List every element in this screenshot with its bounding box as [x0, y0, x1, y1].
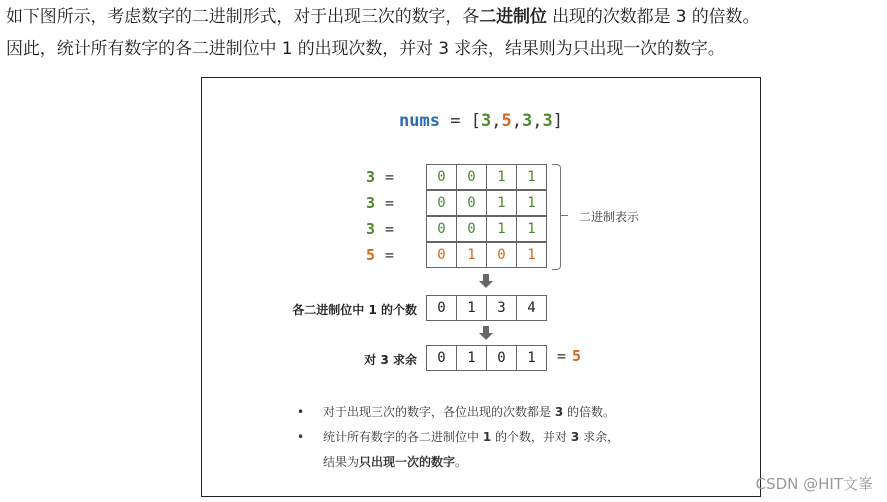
bit-cell: 0: [457, 164, 487, 190]
bullet-item: • 统计所有数字的各二进制位中 1 的个数，并对 3 求余，: [297, 425, 619, 450]
brace-tick: [560, 215, 568, 216]
row-label: [334, 194, 394, 212]
bit-cell: 1: [517, 242, 547, 268]
bullet-text: 统计所有数字的各二进制位中: [323, 430, 480, 444]
bit-cell: 0: [427, 190, 457, 216]
count-cell: 3: [487, 295, 517, 321]
bullet-text: 。: [455, 455, 468, 469]
count-cell: 1: [457, 295, 487, 321]
bit-cell: 1: [457, 242, 487, 268]
bit-cell: 1: [517, 216, 547, 242]
down-arrow-icon: [479, 274, 493, 288]
bit-cell: 1: [517, 164, 547, 190]
bit-cell: 1: [487, 216, 517, 242]
bullet-number: 3: [554, 405, 564, 419]
bit-cell: 1: [487, 164, 517, 190]
bullet-text: 对于出现三次的数字，各位出现的次数都是: [323, 405, 552, 419]
mod-row: [426, 345, 547, 371]
nums-eq: = [: [440, 111, 481, 131]
result-eq: =: [557, 347, 567, 365]
row-label: [334, 220, 394, 238]
bit-row: [426, 190, 547, 216]
row-eq: =: [384, 246, 394, 264]
bit-row: [426, 216, 547, 242]
count-cell: 4: [517, 295, 547, 321]
nums-value: 3: [521, 111, 533, 131]
row-number: 3: [365, 220, 375, 238]
count-cell: 0: [427, 295, 457, 321]
nums-value: 5: [501, 111, 512, 131]
row-number: 3: [365, 168, 375, 186]
nums-comma: ,: [532, 111, 543, 131]
bit-row: [426, 242, 547, 268]
intro-text-tail: 出现的次数都是 3 的倍数。: [552, 7, 760, 27]
binary-figure: [201, 77, 761, 497]
nums-array: [202, 111, 760, 131]
intro-line-2: 因此，统计所有数字的各二进制位中 1 的出现次数，并对 3 求余，结果则为只出现一次的数字。: [6, 39, 725, 59]
bullet-list: [297, 400, 619, 475]
count-row: [426, 295, 547, 321]
mod-label: 对 3 求余: [364, 353, 417, 367]
row-eq: =: [384, 194, 394, 212]
bullet-text: 结果为: [323, 455, 360, 469]
row-number: 3: [365, 194, 375, 212]
nums-value: 3: [480, 111, 492, 131]
mod-cell: 0: [427, 345, 457, 371]
intro-bold-text: 二进制位: [479, 7, 547, 27]
intro-line-1: [6, 5, 759, 29]
bullet-bold: 只出现一次的数字: [359, 455, 456, 469]
count-label: 各二进制位中 1 的个数: [292, 303, 417, 317]
bullet-item: • 对于出现三次的数字，各位出现的次数都是 3 的倍数。: [297, 400, 619, 425]
bullet-text: 求余，: [583, 430, 620, 444]
bullet-number: 3: [570, 430, 580, 444]
bit-cell: 1: [517, 190, 547, 216]
bit-cell: 0: [427, 242, 457, 268]
result-value: 5: [572, 347, 582, 365]
result: [557, 347, 581, 365]
down-arrow-icon: [479, 326, 493, 340]
intro-text: 如下图所示，考虑数字的二进制形式，对于出现三次的数字，各: [6, 7, 480, 27]
bit-cell: 1: [487, 190, 517, 216]
bit-cell: 0: [427, 164, 457, 190]
bullet-number: 1: [482, 430, 492, 444]
nums-value: 3: [542, 111, 553, 131]
mod-cell: 0: [487, 345, 517, 371]
watermark: CSDN @HIT文峯: [755, 475, 873, 493]
nums-label: nums: [399, 111, 440, 131]
bullet-text: 的倍数。: [567, 405, 616, 419]
bit-cell: 0: [487, 242, 517, 268]
brace-label: 二进制表示: [579, 210, 640, 224]
mod-cell: 1: [517, 345, 547, 371]
bit-cell: 0: [457, 190, 487, 216]
brace: [552, 164, 561, 270]
nums-comma: ,: [491, 111, 502, 131]
row-eq: =: [384, 220, 394, 238]
nums-close: ]: [552, 111, 563, 131]
row-number: 5: [365, 246, 375, 264]
bit-row: [426, 164, 547, 190]
mod-cell: 1: [457, 345, 487, 371]
bullet-text: 的个数，并对: [495, 430, 568, 444]
bit-cell: 0: [457, 216, 487, 242]
bit-cell: 0: [427, 216, 457, 242]
nums-comma: ,: [511, 111, 522, 131]
row-eq: =: [384, 168, 394, 186]
row-label: [334, 246, 394, 264]
bullet-item: [297, 450, 619, 475]
row-label: [334, 168, 394, 186]
